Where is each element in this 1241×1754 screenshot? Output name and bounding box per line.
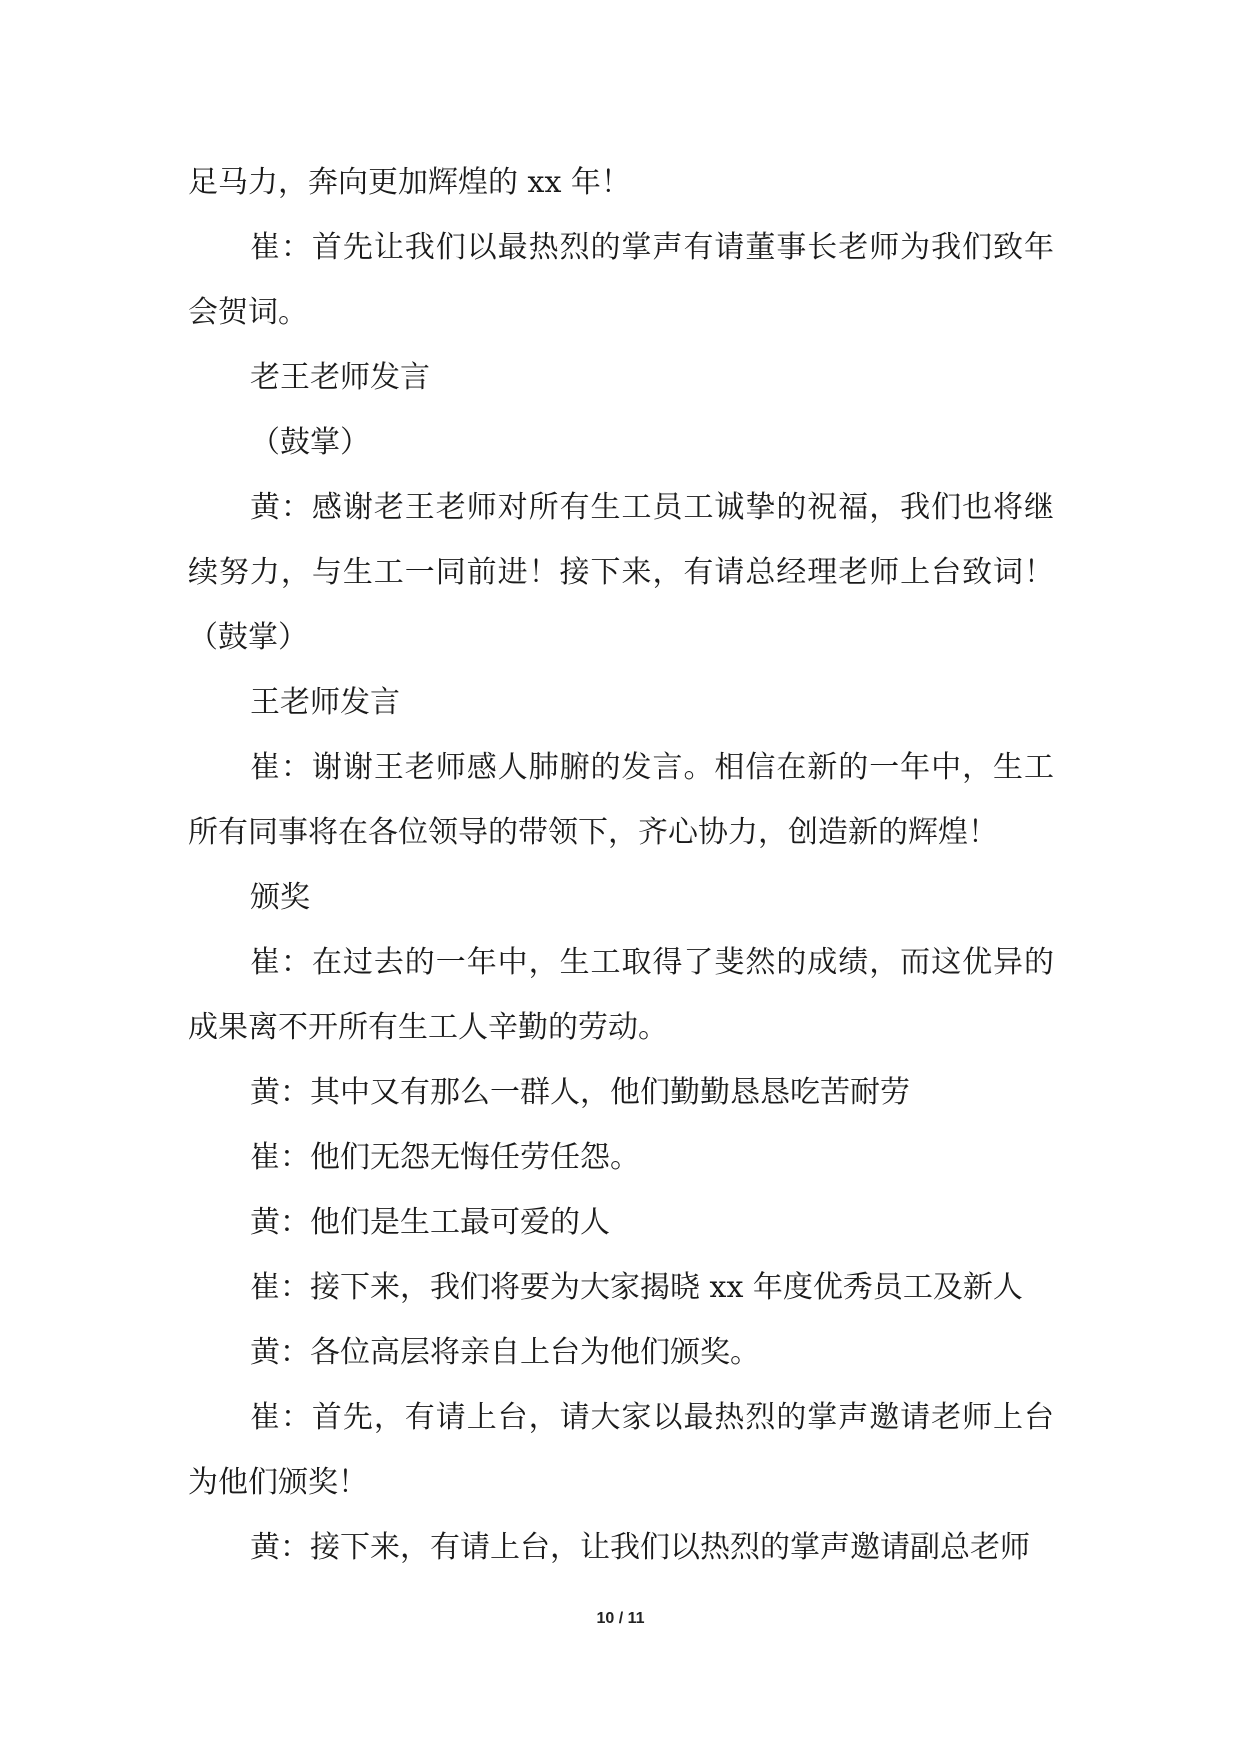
page-number: 10 / 11 [596,1610,645,1627]
paragraph: 足马力，奔向更加辉煌的 xx 年！ [188,165,631,200]
paragraph: （鼓掌） [250,425,370,460]
paragraph: 崔：在过去的一年中，生工取得了斐然的成绩，而这优异的成果离不开所有生工人辛勤的劳动。 [188,945,1054,1045]
paragraph: 崔：首先，有请上台，请大家以最热烈的掌声邀请老师上台为他们颁奖！ [188,1400,1054,1500]
paragraph: 王老师发言 [250,685,400,720]
paragraph: 崔：他们无怨无悔任劳任怨。 [250,1140,640,1175]
paragraph: 黄：各位高层将亲自上台为他们颁奖。 [250,1335,760,1370]
paragraph: 黄：感谢老王老师对所有生工员工诚挚的祝福，我们也将继续努力，与生工一同前进！接下来，有请总经理老师上台致词！（鼓掌） [188,490,1054,655]
paragraph: 黄：其中又有那么一群人，他们勤勤恳恳吃苦耐劳 [250,1075,910,1110]
paragraph: 黄：他们是生工最可爱的人 [250,1205,610,1240]
document-body [188,150,1054,1580]
paragraph: 崔：首先让我们以最热烈的掌声有请董事长老师为我们致年会贺词。 [188,230,1054,330]
paragraph: 崔：接下来，我们将要为大家揭晓 xx 年度优秀员工及新人 [250,1270,1023,1305]
paragraph: 崔：谢谢王老师感人肺腑的发言。相信在新的一年中，生工所有同事将在各位领导的带领下，齐心协力，创造新的辉煌！ [188,750,1054,850]
paragraph: 黄：接下来，有请上台，让我们以热烈的掌声邀请副总老师 [250,1530,1030,1565]
paragraph: 老王老师发言 [250,360,430,395]
paragraph: 颁奖 [250,880,310,915]
